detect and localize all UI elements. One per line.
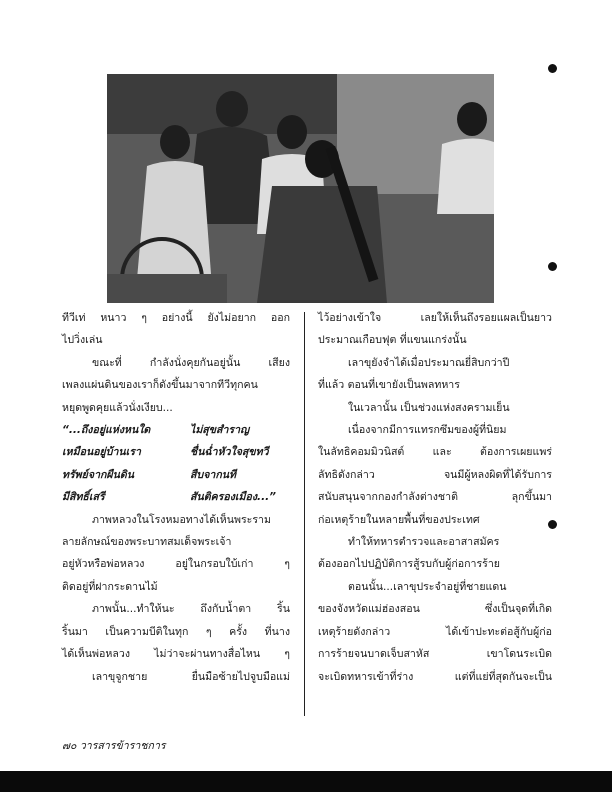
text-line: การร้ายจนบาดเจ็บสาหัส เขาโดนระเบิด — [318, 648, 552, 661]
text-line: เพลงแผ่นดินของเราก็ดังขึ้นมาจากทีวีทุกคน — [62, 379, 258, 392]
text-line: เลาขุจูกชาย ยื่นมือซ้ายไปจูบมือแม่ — [92, 670, 290, 683]
bottom-scan-bar — [0, 771, 612, 792]
column-divider — [304, 312, 305, 716]
text-line: ก่อเหตุร้ายในหลายพื้นที่ของประเทศ — [318, 513, 480, 526]
text-line: จะเบิดทหารเข้าที่ร่าง แต่ที่แย่ที่สุดกันจะเป็น — [318, 670, 552, 683]
poem-line — [62, 464, 290, 486]
text-line: ภาพนั้น...ทำให้นะ ถึงกับน้ำตา ริ้น — [92, 603, 290, 616]
poem-right: ไม่สุขสำราญ — [190, 424, 250, 437]
text-line: ในลัทธิคอมมิวนิสต์ และ ต้องการเผยแพร่ — [318, 446, 552, 459]
poem-right: ชื่นฉ่ำหัวใจสุขทวี — [190, 446, 269, 459]
text-line: ประมาณเกือบฟุต ที่แขนแกร่งนั้น — [318, 334, 467, 347]
hole-punch-middle — [548, 262, 557, 271]
text-line: ลัทธิดังกล่าว จนมีผู้หลงผิดที่ได้รับการ — [318, 468, 552, 481]
text-line: ไปวิ่งเล่น — [62, 334, 103, 347]
text-line: ตอนนั้น...เลาขุประจำอยู่ที่ชายแดน — [348, 580, 507, 593]
page-footer — [62, 737, 166, 754]
right-column — [318, 307, 552, 688]
text-line: อยู่หัวหรือพ่อหลวง อยู่ในกรอบใบ้เก่า ๆ — [62, 558, 290, 571]
poem-right: สันติครองเมือง...” — [190, 491, 276, 504]
text-line: ทำให้ทหารตำรวจและอาสาสมัคร — [348, 536, 500, 549]
poem-line — [62, 441, 290, 463]
text-line: ขณะที่ กำลังนั่งคุยกันอยู่นั้น เสียง — [92, 356, 290, 369]
left-column — [62, 307, 290, 688]
poem-line — [62, 486, 290, 508]
poem-left: เหมือนอยู่บ้านเรา — [62, 446, 141, 459]
text-line: เหตุร้ายดังกล่าว ได้เข้าปะทะต่อสู้กับผู้ก่อ — [318, 625, 552, 638]
publication-name: วารสารข้าราชการ — [79, 740, 166, 752]
text-line: ติดอยู่ที่ฝากระดานไม้ — [62, 580, 158, 593]
hole-punch-top — [548, 64, 557, 73]
text-line: ได้เห็นพ่อหลวง ไม่ว่าจะผ่านทางสื่อไหน ๆ — [62, 648, 290, 661]
text-line: หยุดพูดคุยแล้วนั่งเงียบ... — [62, 401, 173, 414]
text-line: ในเวลานั้น เป็นช่วงแห่งสงครามเย็น — [348, 401, 510, 414]
text-line: ริ้นมา เป็นความบีติในทุก ๆ ครั้ง ที่นาง — [62, 625, 290, 638]
poem-line — [62, 419, 290, 441]
text-line: ภาพหลวงในโรงหมอทางได้เห็นพระราม — [92, 513, 271, 526]
poem-right: สืบจากนที — [190, 468, 236, 481]
poem-left: “...ถึงอยู่แห่งหนใด — [62, 424, 151, 437]
text-line: ทีวีเท่ หนาว ๆ อย่างนี้ ยังไม่อยาก ออก — [62, 312, 290, 324]
text-line: ที่แล้ว ตอนที่เขายังเป็นพลทหาร — [318, 379, 460, 392]
poem-left: ทรัพย์จากผืนดิน — [62, 468, 135, 481]
text-line: ต้องออกไปปฏิบัติการสู้รบกับผู้ก่อการร้าย — [318, 558, 501, 571]
text-line: สนับสนุนจากกองกำลังต่างชาติ ลุกขึ้นมา — [318, 491, 552, 504]
photo-scene-icon — [107, 74, 494, 303]
text-line: ของจังหวัดแม่ฮ่องสอน ซึ่งเป็นจุดที่เกิด — [318, 603, 552, 616]
text-line: ไว้อย่างเข้าใจ เลยให้เห็นถึงรอยแผลเป็นยาว — [318, 312, 552, 324]
news-photo — [107, 74, 494, 303]
text-line: เนื่องจากมีการแทรกซึมของผู้ที่นิยม — [348, 424, 507, 437]
text-line: ลายลักษณ์ของพระบาทสมเด็จพระเจ้า — [62, 536, 232, 549]
text-line: เลาขุยังจำได้เมื่อประมาณยี่สิบกว่าปี — [348, 356, 510, 369]
page-number: ๗๐ — [62, 740, 77, 752]
poem-left: มีสิทธิ์เสรี — [62, 491, 105, 504]
